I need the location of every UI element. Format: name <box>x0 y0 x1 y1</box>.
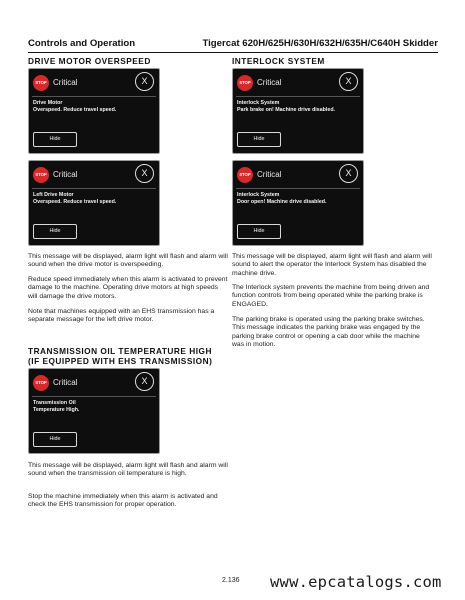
interlock-park-brake-alarm-screen <box>232 68 364 154</box>
drive-motor-paragraph-3: Note that machines equipped with an EHS transmission has a separate message for the left drive motor. <box>28 308 215 324</box>
close-icon[interactable]: X <box>135 164 154 183</box>
alarm-message <box>237 100 359 114</box>
divider <box>32 96 156 97</box>
stop-icon: STOP <box>33 167 49 183</box>
severity-label: Critical <box>53 378 78 387</box>
alarm-message-text: Park brake on! Machine drive disabled. <box>237 107 336 113</box>
close-icon[interactable]: X <box>339 72 358 91</box>
alarm-message-title: Transmission Oil <box>33 400 76 406</box>
divider <box>236 96 360 97</box>
drive-motor-alarm-screen <box>28 68 160 154</box>
transmission-alarm-screen <box>28 368 160 454</box>
severity-label: Critical <box>53 78 78 87</box>
divider <box>32 396 156 397</box>
section-heading: Controls and Operation <box>28 38 136 49</box>
alarm-message-text: Door open! Machine drive disabled. <box>237 199 327 205</box>
alarm-message <box>33 192 155 206</box>
alarm-message-title: Drive Motor <box>33 100 63 106</box>
divider <box>236 188 360 189</box>
interlock-paragraph-2: The Interlock system prevents the machine from being driven and function controls from being operated while the parking brake is ENGAGED. <box>232 284 430 308</box>
hide-button[interactable]: Hide <box>33 224 77 239</box>
alarm-message-title: Interlock System <box>237 192 280 198</box>
drive-motor-title: DRIVE MOTOR OVERSPEED <box>28 56 151 66</box>
transmission-title-line-2: (IF EQUIPPED WITH EHS TRANSMISSION) <box>28 356 213 366</box>
severity-label: Critical <box>257 170 282 179</box>
close-icon[interactable]: X <box>135 72 154 91</box>
transmission-paragraph-1: This message will be displayed, alarm light will flash and alarm will sound when the transmission oil temperature is high. <box>28 462 228 478</box>
interlock-door-open-alarm-screen <box>232 160 364 246</box>
alarm-message <box>33 400 155 414</box>
stop-icon: STOP <box>237 167 253 183</box>
stop-icon: STOP <box>33 375 49 391</box>
hide-button[interactable]: Hide <box>237 224 281 239</box>
severity-label: Critical <box>53 170 78 179</box>
drive-motor-paragraph-1: This message will be displayed, alarm light will flash and alarm will sound when the drive motor is overspeeding. <box>28 253 228 269</box>
alarm-message-title: Left Drive Motor <box>33 192 74 198</box>
close-icon[interactable]: X <box>339 164 358 183</box>
alarm-message <box>237 192 359 206</box>
page-header <box>28 38 438 52</box>
model-heading: Tigercat 620H/625H/630H/632H/635H/C640H Skidder <box>202 38 438 49</box>
watermark: www.epcatalogs.com <box>270 573 442 591</box>
alarm-message-text: Overspeed. Reduce travel speed. <box>33 199 117 205</box>
page-number: 2.136 <box>222 577 240 584</box>
close-icon[interactable]: X <box>135 372 154 391</box>
transmission-title-line-1: TRANSMISSION OIL TEMPERATURE HIGH <box>28 346 212 356</box>
interlock-paragraph-1: This message will be displayed, alarm light will flash and alarm will sound to alert the operator the Interlock System has disabled the machine drive. <box>232 253 432 277</box>
severity-label: Critical <box>257 78 282 87</box>
hide-button[interactable]: Hide <box>237 132 281 147</box>
alarm-message-text: Overspeed. Reduce travel speed. <box>33 107 117 113</box>
transmission-paragraph-2: Stop the machine immediately when this alarm is activated and check the EHS transmission for proper operation. <box>28 493 218 509</box>
drive-motor-paragraph-2: Reduce speed immediately when this alarm is activated to prevent damage to the machine. Operating drive motors at high speeds will damage the drive motors. <box>28 276 228 300</box>
alarm-message-text: Temperature High. <box>33 407 80 413</box>
alarm-message-title: Interlock System <box>237 100 280 106</box>
left-drive-motor-alarm-screen <box>28 160 160 246</box>
interlock-title: INTERLOCK SYSTEM <box>232 56 325 66</box>
divider <box>32 188 156 189</box>
header-rule <box>28 52 438 53</box>
stop-icon: STOP <box>33 75 49 91</box>
alarm-message <box>33 100 155 114</box>
interlock-paragraph-3: The parking brake is operated using the parking brake switches. This message indicates the parking brake was engaged by the parking brake control or opening a cab door while the machine was in motion. <box>232 316 425 349</box>
hide-button[interactable]: Hide <box>33 432 77 447</box>
stop-icon: STOP <box>237 75 253 91</box>
hide-button[interactable]: Hide <box>33 132 77 147</box>
